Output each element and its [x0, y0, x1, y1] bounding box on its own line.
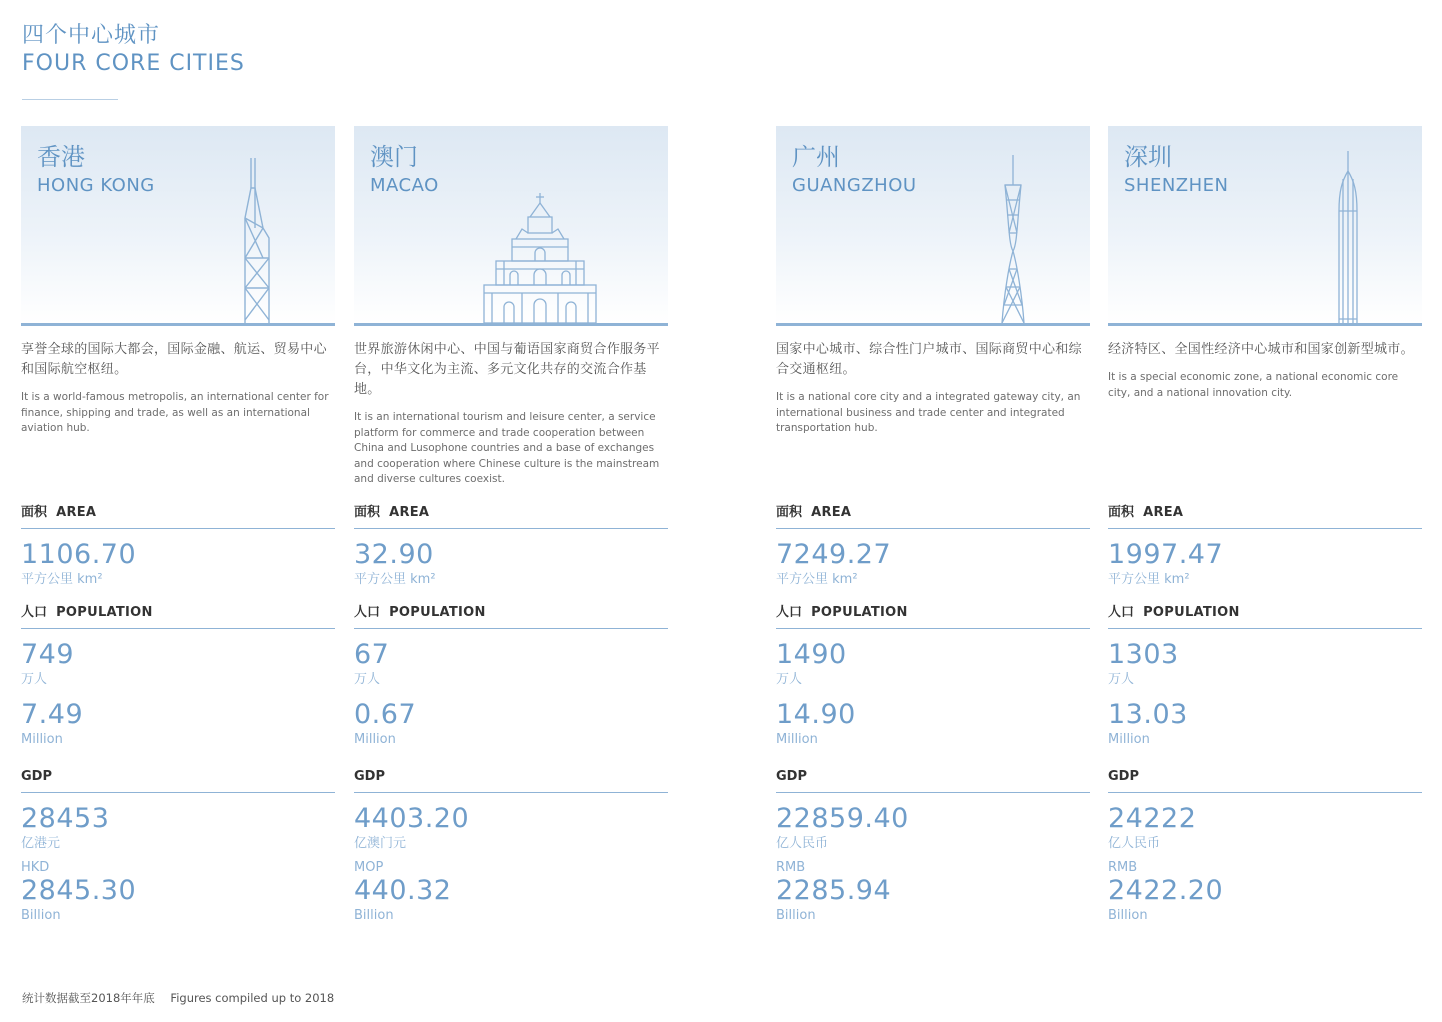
area-value: 1106.70: [21, 539, 137, 570]
gdp-unit-en: Billion: [354, 908, 394, 923]
gdp-currency: RMB: [776, 860, 806, 875]
city-card-guangzhou: [776, 126, 1090, 923]
gdp-unit-cn: 亿澳门元: [354, 836, 407, 851]
population-label-cn: 人口: [776, 605, 803, 620]
bank-of-china-tower-icon: [241, 158, 275, 323]
area-label-cn: 面积: [1108, 505, 1135, 520]
city-name-cn: 深圳: [1124, 143, 1172, 171]
area-unit: 平方公里 km²: [776, 572, 858, 587]
area-label-en: AREA: [811, 505, 852, 520]
city-name-en: MACAO: [370, 175, 439, 196]
gdp-unit-cn: 亿人民币: [1108, 836, 1161, 851]
section-divider: [21, 528, 335, 529]
city-description-cn: 享誉全球的国际大都会，国际金融、航运、贸易中心和国际航空枢纽。: [21, 342, 327, 377]
section-divider: [21, 628, 335, 629]
gdp-value-en: 2422.20: [1108, 875, 1224, 906]
page-title: [22, 22, 245, 78]
population-unit-cn: 万人: [776, 672, 803, 687]
section-divider: [1108, 792, 1422, 793]
area-section: [21, 504, 335, 589]
area-section: [776, 504, 1090, 589]
gdp-currency: MOP: [354, 860, 384, 875]
population-unit-en: Million: [354, 732, 396, 747]
gdp-unit-en: Billion: [776, 908, 816, 923]
city-name-cn: 澳门: [370, 143, 418, 171]
population-label-en: POPULATION: [1143, 605, 1240, 620]
section-divider: [1108, 628, 1422, 629]
page-title-cn: 四个中心城市: [22, 23, 161, 48]
area-label: [1108, 504, 1422, 522]
population-label: [1108, 604, 1422, 622]
population-section: [21, 604, 335, 749]
city-description-en: It is a special economic zone, a national economic core city, and a national innovation city.: [1108, 371, 1399, 399]
gdp-currency: HKD: [21, 860, 50, 875]
area-section: [354, 504, 668, 589]
population-unit-cn: 万人: [354, 672, 381, 687]
gdp-section: [1108, 768, 1422, 925]
population-unit-en: Million: [21, 732, 63, 747]
population-value-cn: 1303: [1108, 639, 1179, 670]
area-label-cn: 面积: [776, 505, 803, 520]
footnote-en: Figures compiled up to 2018: [170, 991, 335, 1005]
population-value-en: 0.67: [354, 699, 417, 730]
city-description-cn: 经济特区、全国性经济中心城市和国家创新型城市。: [1108, 342, 1414, 357]
area-unit: 平方公里 km²: [354, 572, 436, 587]
gdp-value-en: 2845.30: [21, 875, 137, 906]
area-unit: 平方公里 km²: [21, 572, 103, 587]
population-label: [21, 604, 335, 622]
title-divider: [22, 99, 118, 100]
gdp-label: GDP: [354, 769, 385, 784]
section-divider: [354, 792, 668, 793]
area-label-cn: 面积: [21, 505, 48, 520]
city-name-en: GUANGZHOU: [792, 175, 917, 196]
page-title-en: FOUR CORE CITIES: [22, 51, 245, 76]
gdp-label: GDP: [776, 769, 807, 784]
population-section: [776, 604, 1090, 749]
area-section: [1108, 504, 1422, 589]
canton-tower-icon: [1000, 155, 1026, 323]
city-name-en: SHENZHEN: [1124, 175, 1229, 196]
area-label-en: AREA: [1143, 505, 1184, 520]
city-description-en: It is a world-famous metropolis, an international center for finance, shipping and trade, as well as an international aviation hub.: [21, 391, 329, 434]
area-label-cn: 面积: [354, 505, 381, 520]
population-label-cn: 人口: [354, 605, 381, 620]
city-card-shenzhen: [1108, 126, 1422, 923]
population-label-en: POPULATION: [811, 605, 908, 620]
city-card-hong-kong: [21, 126, 335, 923]
section-divider: [776, 792, 1090, 793]
gdp-section: [21, 768, 335, 925]
gdp-label: GDP: [21, 769, 52, 784]
ruins-of-st-pauls-icon: [482, 193, 598, 323]
population-value-en: 7.49: [21, 699, 84, 730]
population-section: [354, 604, 668, 749]
population-section: [1108, 604, 1422, 749]
population-unit-en: Million: [776, 732, 818, 747]
population-label-cn: 人口: [1108, 605, 1135, 620]
city-card-macao: [354, 126, 668, 923]
gdp-unit-en: Billion: [21, 908, 61, 923]
area-value: 1997.47: [1108, 539, 1224, 570]
population-label: [354, 604, 668, 622]
population-value-cn: 67: [354, 639, 390, 670]
population-label-en: POPULATION: [56, 605, 153, 620]
population-unit-cn: 万人: [1108, 672, 1135, 687]
area-value: 32.90: [354, 539, 434, 570]
city-description-en: It is an international tourism and leisure center, a service platform for commerce and trade cooperation between China and Lusophone countries and a base of exchanges and cooperation where Chinese culture is the mainstream and diverse cultures coexist.: [354, 411, 660, 485]
city-name-cn: 香港: [37, 143, 85, 171]
city-description-en: It is a national core city and a integrated gateway city, an international business and trade center and integrated transportation hub.: [776, 391, 1081, 434]
section-divider: [776, 528, 1090, 529]
gdp-section: [354, 768, 668, 925]
city-description-cn: 世界旅游休闲中心、中国与葡语国家商贸合作服务平台，中华文化为主流、多元文化共存的交流合作基地。: [354, 342, 660, 397]
area-unit: 平方公里 km²: [1108, 572, 1190, 587]
population-unit-en: Million: [1108, 732, 1150, 747]
population-value-en: 14.90: [776, 699, 856, 730]
gdp-label: GDP: [1108, 769, 1139, 784]
gdp-value-cn: 4403.20: [354, 803, 470, 834]
gdp-currency: RMB: [1108, 860, 1138, 875]
section-divider: [776, 628, 1090, 629]
city-hero: [776, 126, 1090, 326]
area-label: [354, 504, 668, 522]
population-unit-cn: 万人: [21, 672, 48, 687]
gdp-value-cn: 22859.40: [776, 803, 909, 834]
population-label-cn: 人口: [21, 605, 48, 620]
area-value: 7249.27: [776, 539, 892, 570]
gdp-value-cn: 28453: [21, 803, 110, 834]
gdp-value-cn: 24222: [1108, 803, 1197, 834]
city-name-en: HONG KONG: [37, 175, 155, 196]
section-divider: [354, 528, 668, 529]
area-label: [776, 504, 1090, 522]
area-label: [21, 504, 335, 522]
city-hero: [1108, 126, 1422, 326]
section-divider: [1108, 528, 1422, 529]
ping-an-tower-icon: [1336, 151, 1360, 323]
city-hero: [21, 126, 335, 326]
gdp-value-en: 2285.94: [776, 875, 892, 906]
population-value-cn: 1490: [776, 639, 847, 670]
population-value-en: 13.03: [1108, 699, 1188, 730]
area-label-en: AREA: [389, 505, 430, 520]
section-divider: [354, 628, 668, 629]
gdp-unit-cn: 亿港元: [21, 836, 61, 851]
gdp-unit-cn: 亿人民币: [776, 836, 829, 851]
population-label-en: POPULATION: [389, 605, 486, 620]
footnote: [22, 990, 346, 1006]
section-divider: [21, 792, 335, 793]
population-value-cn: 749: [21, 639, 75, 670]
gdp-unit-en: Billion: [1108, 908, 1148, 923]
city-hero: [354, 126, 668, 326]
gdp-value-en: 440.32: [354, 875, 452, 906]
area-label-en: AREA: [56, 505, 97, 520]
city-description-cn: 国家中心城市、综合性门户城市、国际商贸中心和综合交通枢纽。: [776, 342, 1082, 377]
population-label: [776, 604, 1090, 622]
city-name-cn: 广州: [792, 143, 840, 171]
gdp-section: [776, 768, 1090, 925]
footnote-cn: 统计数据截至2018年年底: [22, 991, 155, 1005]
